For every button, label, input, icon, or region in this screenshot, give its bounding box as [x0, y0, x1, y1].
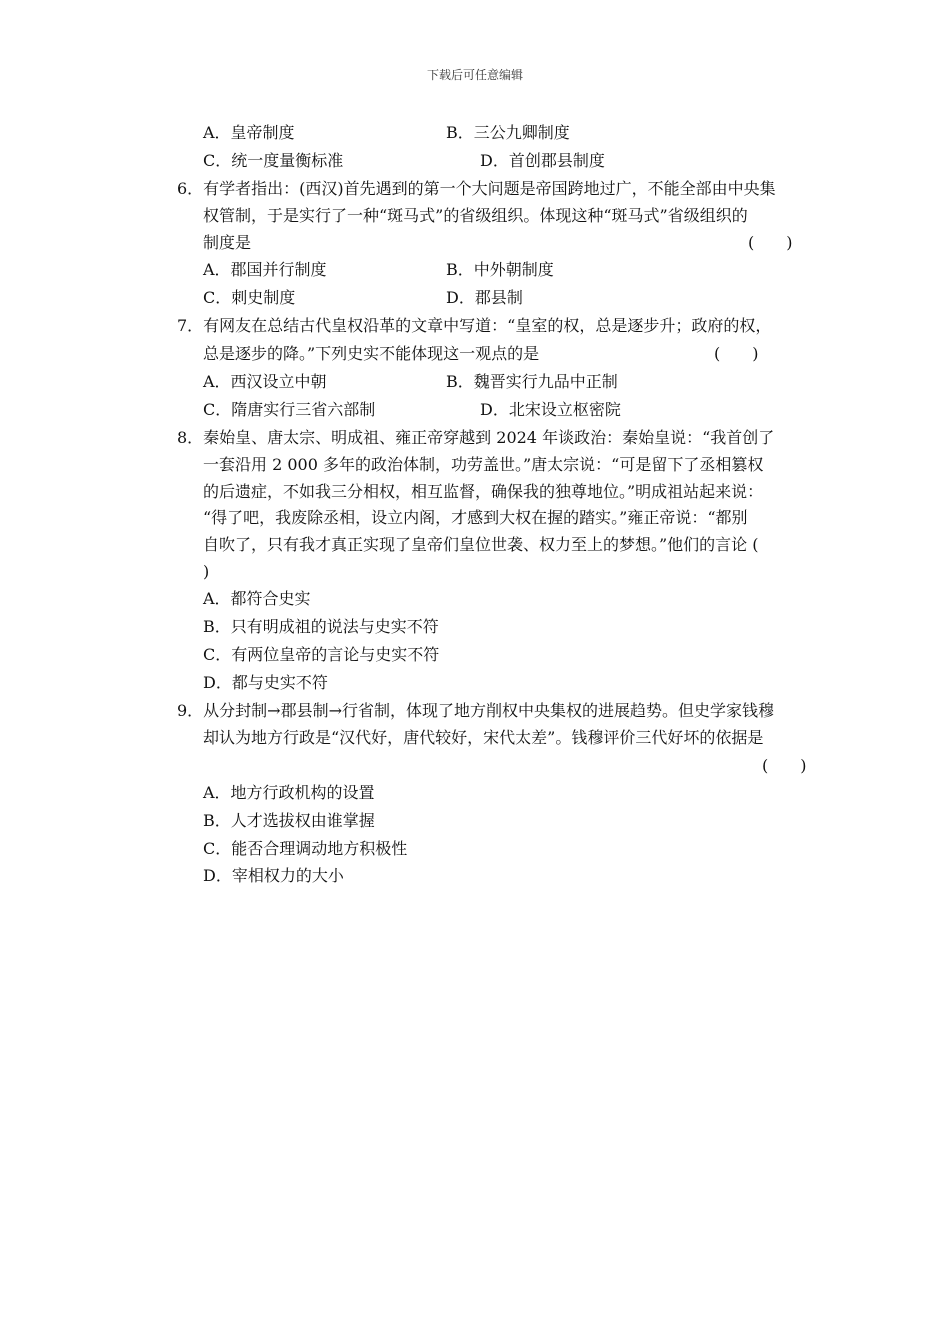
q8-text-line-5: 自吹了，只有我才真正实现了皇帝们皇位世袭、权力至上的梦想。”他们的言论 (	[203, 535, 759, 554]
q5-option-b: B．三公九卿制度	[446, 123, 570, 142]
q7-option-d: D．北宋设立枢密院	[480, 400, 621, 419]
q7-text-line-1: 7．有网友在总结古代皇权沿革的文章中写道：“皇室的权，总是逐步升；政府的权，	[177, 316, 772, 335]
q9-option-a: A．地方行政机构的设置	[203, 783, 375, 802]
q9-answer-blank: ( )	[762, 756, 807, 775]
q5-option-d: D．首创郡县制度	[480, 151, 605, 170]
q6-option-b: B．中外朝制度	[446, 260, 554, 279]
q8-text-line-1: 8．秦始皇、唐太宗、明成祖、雍正帝穿越到 2024 年谈政治：秦始皇说：“我首创了	[177, 428, 775, 447]
q8-text-line-3: 的后遗症，不如我三分相权，相互监督，确保我的独尊地位。”明成祖站起来说：	[203, 482, 764, 501]
q6-option-c: C．刺史制度	[203, 288, 296, 307]
page-header: 下载后可任意编辑	[426, 68, 523, 82]
q8-option-b: B．只有明成祖的说法与史实不符	[203, 617, 439, 636]
q8-option-d: D．都与史实不符	[203, 673, 328, 692]
q9-option-c: C．能否合理调动地方积极性	[203, 839, 408, 858]
q5-option-a: A．皇帝制度	[203, 123, 295, 142]
q7-option-a: A．西汉设立中朝	[203, 372, 327, 391]
q7-option-b: B．魏晋实行九品中正制	[446, 372, 618, 391]
q9-option-b: B．人才选拔权由谁掌握	[203, 811, 375, 830]
q9-text-line-2: 却认为地方行政是“汉代好，唐代较好，宋代太差”。钱穆评价三代好坏的依据是	[203, 728, 764, 747]
q6-option-d: D．郡县制	[446, 288, 523, 307]
q6-option-a: A．郡国并行制度	[203, 260, 327, 279]
q6-text-line-3: 制度是	[203, 233, 252, 252]
q6-answer-blank: ( )	[748, 233, 793, 252]
q7-answer-blank: ( )	[714, 344, 759, 363]
q8-option-c: C．有两位皇帝的言论与史实不符	[203, 645, 440, 664]
q8-text-line-2: 一套沿用 2 000 多年的政治体制，功劳盖世。”唐太宗说：“可是留下了丞相篡权	[203, 455, 764, 474]
q6-text-line-2: 权管制，于是实行了一种“斑马式”的省级组织。体现这种“斑马式”省级组织的	[203, 206, 748, 225]
q7-option-c: C．隋唐实行三省六部制	[203, 400, 376, 419]
q8-text-line-4: “得了吧，我废除丞相，设立内阁，才感到大权在握的踏实。”雍正帝说：“都别	[203, 508, 748, 527]
q7-text-line-2: 总是逐步的降。”下列史实不能体现这一观点的是	[203, 344, 540, 363]
q9-text-line-1: 9．从分封制→郡县制→行省制，体现了地方削权中央集权的进展趋势。但史学家钱穆	[177, 701, 774, 720]
q8-option-a: A．都符合史实	[203, 589, 311, 608]
q5-option-c: C．统一度量衡标准	[203, 151, 344, 170]
q9-option-d: D．宰相权力的大小	[203, 866, 344, 885]
q8-text-line-6: )	[203, 562, 210, 581]
q6-text-line-1: 6．有学者指出：(西汉)首先遇到的第一个大问题是帝国跨地过广，不能全部由中央集	[177, 179, 776, 198]
